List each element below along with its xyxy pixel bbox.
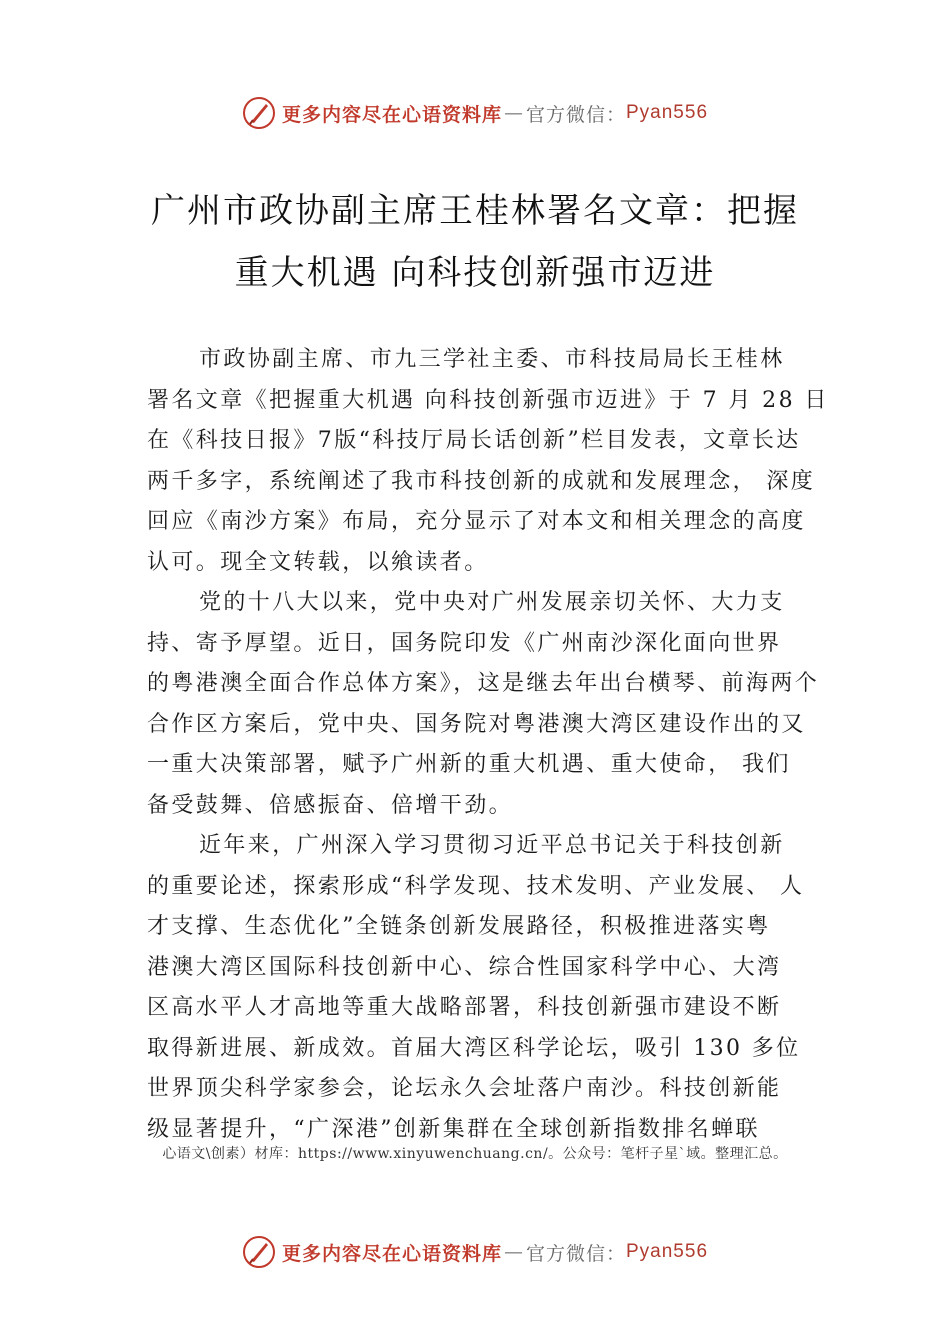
text-line: 备受鼓舞、倍感振奋、倍增干劲。 <box>147 792 514 818</box>
text-line: 的粤港澳全面合作总体方案》，这是继去年出台横琴、前海两个 <box>147 671 820 696</box>
banner-separator: — <box>503 1241 524 1263</box>
text-line: 才支撑、生态优化”全链条创新发展路径，积极推进落实粤 <box>147 914 771 939</box>
text-line: 港澳大湾区国际科技创新中心、综合性国家科学中心、大湾 <box>147 954 782 980</box>
banner-text: 更多内容尽在心语资料库 <box>281 103 502 126</box>
text-line: 级显著提升，“广深港”创新集群在全球创新指数排名蝉联 <box>147 1116 760 1142</box>
bottom-banner <box>0 1235 950 1269</box>
text-line: 取得新进展、新成效。首届大湾区科学论坛，吸引 130 多位 <box>147 1035 801 1061</box>
document-body <box>147 340 837 1150</box>
text-line: 两千多字，系统阐述了我市科技创新的成就和发展理念， 深度 <box>147 468 816 494</box>
banner-handle: Pyan556 <box>626 1241 709 1262</box>
text-line: 持、寄予厚望。近日，国务院印发《广州南沙深化面向世界 <box>147 630 782 656</box>
text-line: 认可。现全文转载，以飨读者。 <box>147 549 489 575</box>
title-line-2: 重大机遇 向科技创新强市迈进 <box>234 253 716 293</box>
text-line: 合作区方案后，党中央、国务院对粤港澳大湾区建设作出的又 <box>147 711 806 737</box>
paragraph-2 <box>147 583 837 826</box>
paragraph-1 <box>147 340 837 583</box>
banner-separator: — <box>503 102 524 124</box>
text-line: 近年来，广州深入学习贯彻习近平总书记关于科技创新 <box>199 833 785 858</box>
text-line: 区高水平人才高地等重大战略部署，科技创新强市建设不断 <box>147 995 782 1020</box>
quill-pen-icon <box>242 96 276 130</box>
text-line: 在《科技日报》7版“科技厅局长话创新”栏目发表，文章长达 <box>147 428 801 453</box>
banner-label: 官方微信： <box>525 103 626 126</box>
footer-note: 心语文\创素）材库：https://www.xinyuwenchuang.cn/。公众号：笔杆子星`域。整理汇总。 <box>162 1146 788 1162</box>
document-title <box>60 180 890 304</box>
text-line: 回应《南沙方案》布局，充分显示了对本文和相关理念的高度 <box>147 509 806 534</box>
banner-handle: Pyan556 <box>626 102 709 123</box>
text-line: 署名文章《把握重大机遇 向科技创新强市迈进》于 7 月 28 日 <box>147 387 829 413</box>
banner-label: 官方微信： <box>525 1242 626 1265</box>
top-banner <box>0 96 950 130</box>
text-line: 一重大决策部署，赋予广州新的重大机遇、重大使命， 我们 <box>147 752 791 777</box>
quill-pen-icon <box>242 1235 276 1269</box>
text-line: 市政协副主席、市九三学社主委、市科技局局长王桂林 <box>199 347 785 372</box>
paragraph-3 <box>147 826 837 1150</box>
title-line-1: 广州市政协副主席王桂林署名文章：把握 <box>151 191 799 231</box>
text-line: 世界顶尖科学家参会，论坛永久会址落户南沙。科技创新能 <box>147 1076 782 1101</box>
text-line: 党的十八大以来，党中央对广州发展亲切关怀、大力支 <box>199 590 785 615</box>
banner-text: 更多内容尽在心语资料库 <box>281 1242 502 1265</box>
text-line: 的重要论述，探索形成“科学发现、技术发明、产业发展、 人 <box>147 873 805 899</box>
